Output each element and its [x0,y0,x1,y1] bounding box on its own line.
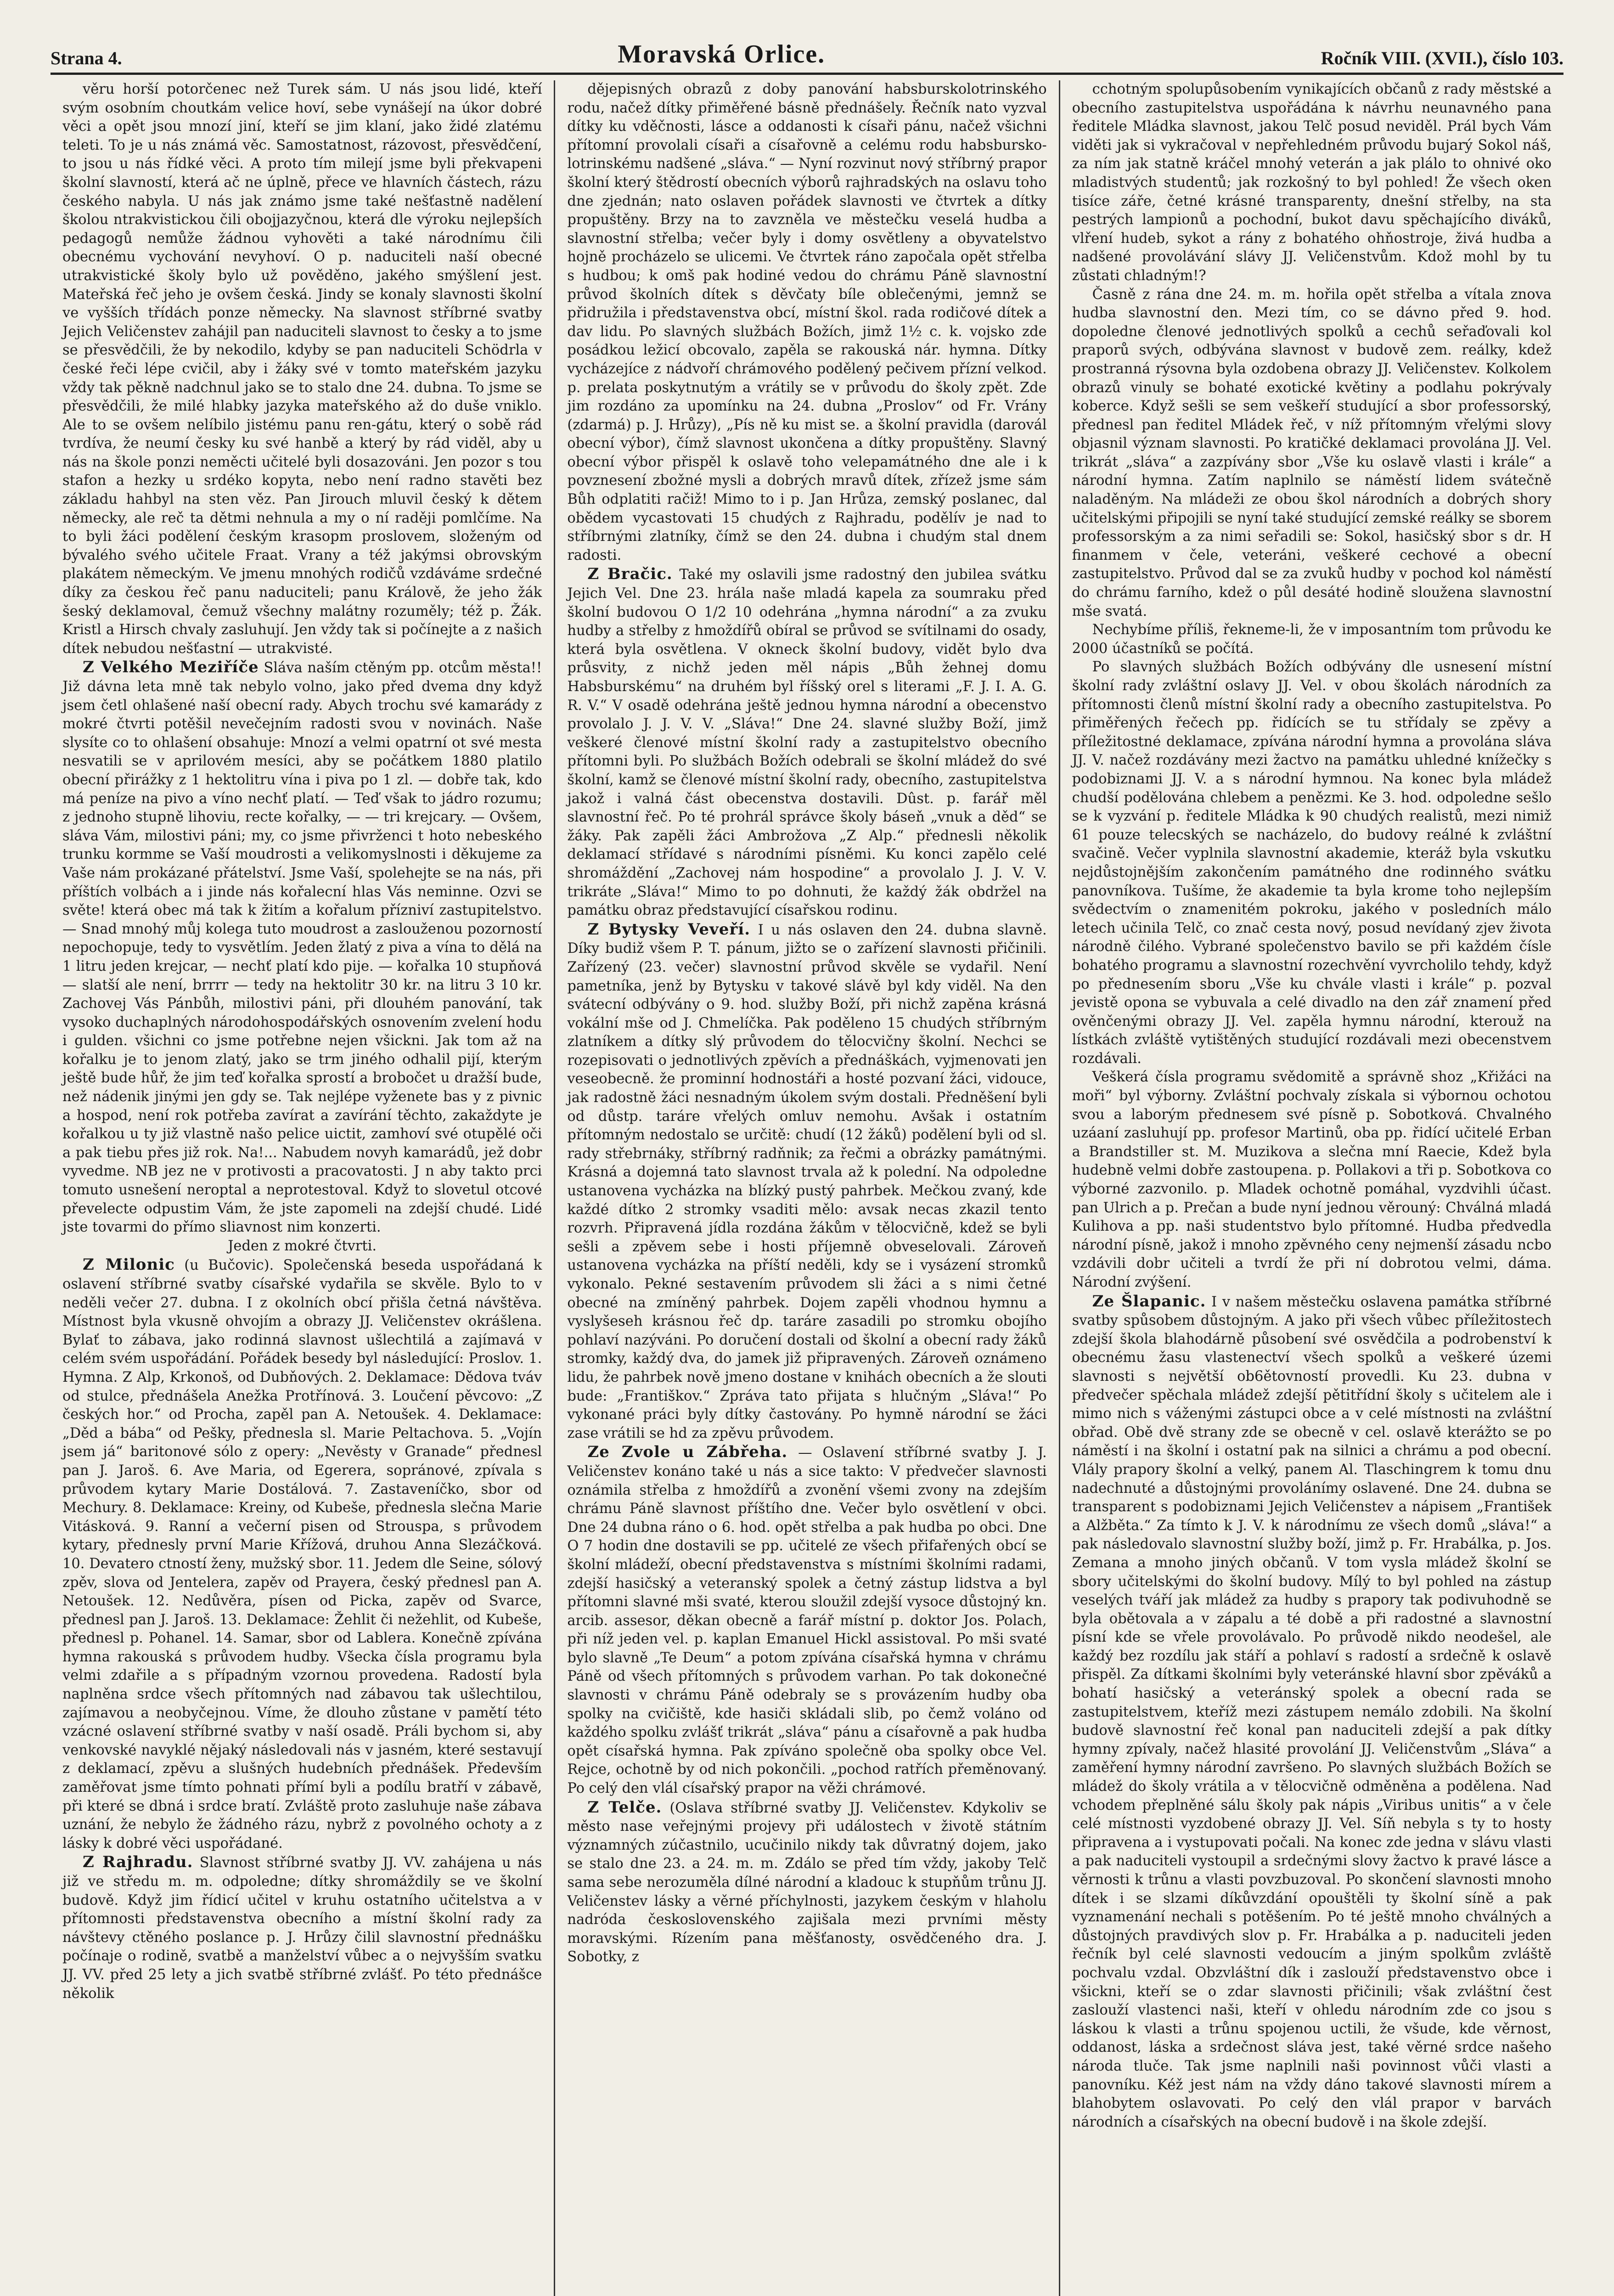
article-text: Veškerá čísla programu svědomitě a správně shoz „Křižáci na moři“ byl výborny. Zvláštní pochvaly získala si výbornou ochotou svou a laborým přednesem své písně p. Sobotková. Chvalného uzáaní zasluhují pp. profesor Martinů, oba pp. řidící učitelé Erban a Brandstiller st. M. Muzikova a slečna mní Raecie, Kdež byla hudebně velmi dobře zastoupena. p. Pollakovi a tři p. Sobotkova co výborné zazvonilo. p. Mladek ochotně pomáhal, vyzdvihli účast. pan Ulrich a p. Prečan a bude nyní jednou věrouný: Chválná mladá Kulihova a pp. naši studentstvo bylo přítomné. Hudba předvedla národní písně, jakož i mnoho zpěvného ceny nejmenší zásadu ncbo vzdávili dobr učiteli a tvrdí že při ní dobrotou velmi, dáma. Národní zvýšení. [1072,1069,1552,1290]
text-columns [51,80,1563,2296]
article-paragraph [62,658,542,1237]
article-text: Sláva naším ctěným pp. otcům města!! Již dávna leta mně tak nebylo volno, jako před dvema dny když jsem četl ohlašené naší obecní rady. Abych trochu své kamarády z mokré čtvrti potěšil nevečejním radosti svou v novinách. Naše slysíte co to ohlašení obsahuje: Mnozí a velmi opatrní ot své mesta nesvatili se v aprilovém mesíci, aby se počátkem 1880 platilo obecní přirážky z 1 hektolitru vína i piva po 1 zl. — dobře tak, kdo má peníze na pivo a víno nechť platí. — Teď však to jádro rozumu; z jednoho stupně lihoviu, recte kořalky, — — tri krejcary. — Ovšem, sláva Vám, milostivi páni; my, co jsme přivrženci t hoto nebeského trunku kormme se Vaší moudrosti a velikomyslnosti i děkujeme za Vaše nám prokázané přátelství. Jsme Vaší, spolehejte se na nás, při příštích volbách a i jinde nás kořalecní hlas Vás neminne. Ozvi se světe! která obec má tak k žitím a kořalum přízniví zastupitelstvo. — Snad mnohý můj kolega tuto moudrost a zaslouženou pozorností nepochopuje, tedy to vysvětlím. Jeden žlatý z piva a vína to dělá na 1 litru jeden krejcar, — nechť platí kdo pije. — kořalka 10 stupňová — slatší ale není, brrrr — tedy na hektolitr 30 kr. na litru 3 10 kr. Zachovej Vás Pánbůh, milostivi páni, při dlouhém panování, tak vysoko duchaplných národohospodářských osnovením zvelení hodu i gulden. všichni co jsme potřebne nejen všickni. Jak tom až na kořalku je to jenom zlatý, jako se trm jiného odhalil pijí, kterým ještě bude hůř, že jim teď kořalka sprostí a brobočet u dražší bude, než nádenik jinými jen gdy se. Tak nejlépe vyženete bas y z pivnic a hospod, není rok potřeba zavírat a zavírání těchto, zakaždyte je kořalkou u ty již vlastně našo pelice uictit, zamhoví své otupělé oči a pak tiebu přes již rok. Na!... Nabudem novyh kamarádů, jež dobr vyvedme. NB jez ne v protivosti a pracovatosti. J n aby takto prci tomuto usnešení neroptal a neprotestoval. Když to slovetul otcové převelecte odpustim Vám, že jste zapomeli na zdejší chudé. Lidé jste tovarmi do přímo sliavnost nim konzerti. [62,660,542,1236]
signature [62,1237,542,1256]
article-heading: Ze Šlapanic. [1092,1292,1206,1311]
article-text: Po slavných službách Božích odbývány dle usnesení místní školní rady zvláštní oslavy JJ. Vel. v obou školách národních za přítomnosti členů místní školní rady a obecního zastupitelstva. Po přiměřených řečech pp. řidících se tu střídaly se zpěvy a příležitostné deklamace, zpívána národní hymna a provolána sláva JJ. V. načež rozdávány mezi žactvo na památku uhledné knížečky s podobiznami JJ. V. a s národní hymnou. Na konec byla mládež chudší podělována chlebem a penězmi. Ke 3. hod. odpoledne sešlo se k vyzvání p. ředitele Mládka k 90 chudých realistů, mezi nimiž 61 pouze telecských se nacházelo, do budovy reálné k zvláštní svačině. Večer vyplnila slavnostní akademie, kteráž byla vskutku nejdůstojnějším zakončením památného dne rodinného svátku panovníkova. Tušíme, že akademie ta byla krome toho nejlepším svědectvím o znamenitém pokroku, jakého v posledních málo letech učinila Telč, co znač cesta nový, posud nevídaný zjev života národně čilého. Vybrané společenstvo bavilo se při každém čísle bohatého programu a slavnostní rozechvění vyvrcholilo tehdy, když po přednesením sboru „Vše ku chvále vlasti i krále“ p. pozval jevistě opona se vybuvala a celé divadlo na den zář znamení před ověnčenými obrazy JJ. Vel. zapěla hymnu národní, kterouž na lístkách zvláště vytištěných studující rozdávali mezi obecenstvem rozdávali. [1072,659,1552,1067]
article-text: cchotným spolupůsobením vynikajících občanů z rady městské a obecního zastupitelstva uspořádána k návrhu neunavného pana ředitele Mládka slavnost, jakou Telč posud neviděl. Prál bych Vám viděti jak si vykračoval v nepřehledném průvodu bujarý Sokol náš, za ním jak statně kráčel mnohý veterán a jak plálo to ohnivé oko mladistvých studentů; jak rozkošný to byl pohled! Že všech oken tisíce záře, četné krásné transparenty, dnešní střelby, na sta pestrých lampionů a pochodní, bukot davu spěchajícího diváků, vlření hudeb, sykot a rány z bohatého ohňostroje, živá hudba a nadšené provolávání slávy JJ. Veličenstvům. Kdož mohl by tu zůstati chladným!? [1072,81,1552,284]
article-paragraph [567,565,1046,920]
column-2 [554,80,1058,2296]
article-heading: Z Milonic [83,1255,175,1274]
article-heading: Ze Zvole u Zábřeha. [587,1443,788,1462]
article-paragraph [567,1798,1046,1967]
article-paragraph [62,1255,542,1853]
column-3 [1059,80,1563,2296]
article-paragraph [1072,80,1552,286]
article-text: Časně z rána dne 24. m. m. hořila opět střelba a vítala znova hudba slavnostní den. Mezi tím, co se dávno před 9. hod. dopoledne členové jednotlivých spolků a cechů seřaďovali kol praporů svých, odbývána slavnost v budově zem. reálky, kdež prostranná rýsovna byla ozdobena obrazy JJ. Veličenstev. Kolkolem obrazů vinuly se bohaté exotické květiny a podlahu pokrývaly koberce. Když sešli se sem veškeří studující a sbor professorský, přednesl pan ředitel Mládek řeč, v níž přítomným vřelými slovy objasnil význam slavnosti. Po kratičké deklamaci provolána JJ. Vel. trikrát „sláva“ a zazpívány sbor „Vše ku oslavě vlasti i krále“ a národní hymna. Zatím naplnilo se náměstí lidem svátečně naladěným. Na mládeži ze obou škol národních a dobrých shory učitelskými připojili se nyní také studující zemské reálky se sborem professorským a za nimi seřadili se: Sokol, hasičský sbor s dr. H finanmem v čele, veteráni, veškeré cechové a obecní zastupitelstvo. Průvod dal se za zvuků hudby v pochod kol náměstí do chrámu farního, kdež o půl desáté hodině sloužena slavnostní mše svatá. [1072,286,1552,619]
article-paragraph [1072,658,1552,1068]
article-heading: Z Bračic. [587,565,673,584]
article-heading: Z Rajhradu. [83,1853,193,1872]
article-heading: Z Velkého Meziříče [83,658,259,677]
article-paragraph [1072,286,1552,621]
article-text: Nechybíme příliš, řekneme-li, že v imposantním tom průvodu ke 2000 účastníků se počítá. [1072,622,1552,657]
article-text: I v našem městečku oslavena památka stříbrné svatby spůsobem důstojným. A jako při všech vůbec příležitostech zdejší škola blahodárně působení své osvědčila a podrobenství k obecnému žasu vlastenectví všech spolků a veškeré územi slavnosti s největší ob6ětovností provedli. Ku 23. dubna v předvečer spěchala mládež zdejší pětitřídní školy s učitelem ale i mimo nich s váženými zástupci obce a v celé místnosti na zvláštní obřad. Obě dvě strany zde se obecně v cel. oslavě kterážto se po náměstí i na školní i ostatní pak na silnici a chrámu a pod obecní. Vlály prapory školní a velký, panem Al. Tlaschingrem k tomu dnu nadechnuté a důstojnými provolánímy oslavené. Dne 24. dubna se transparent s podobiznami Jejich Veličenstev a nápisem „František a Alžběta.“ Za tímto k J. V. k národnímu ze všech domů „sláva!“ a pak následovalo slavnostní služby boží, jimž p. Fr. Hrabálka, p. Jos. Zemana a mnoho jiných občanů. V tom vysla mládež školní se sbory učitelskými do školní budovy. Mílý to byl pohled na zástup veselých tváří jak mládež za hudby s prapory tak podivuhodně se byla obětovala a v zápalu a té době a při radostné a slavnostní písní kde se vřele provolávalo. Po průvodě nikdo neodešel, ale každý bez rozdílu jak stáří a pohlaví s radostí a srdečně k oslavě přispěl. Za dítkami školními byly veteránské hlavní sbor zpěváků a bohatí hasičský a veteránský spolek a obecní rada se zastupitelstvem, kteříž mezi zástupem nemálo zdobili. Na školní budově slavnostní řeč konal pan naduciteli zdejší a pak dítky hymny zpívaly, načež hlasité provolání JJ. Veličenstvům „Sláva“ a zaměření hymny národní završeno. Po slavných službách Božích se mládež do školy vrátila a v tělocvičně odměněna a podělena. Nad vchodem přeplněné sálu školy pak nápis „Viribus unitis“ a v čele celé místnosti vyzdobené obrazy JJ. Vel. Síň nebyla s ty to hosty připravena a i vystupovati počali. Na konec zde jedna v slávu vlasti a pak naduciteli vystoupil a srdečnými slovy žactvo k pravé lásce a věrnosti k trůnu a vlasti povzbuzoval. Po skončení slavnosti mnoho dítek i se slzami díkůvzdání opouštěli ty školní síně a pak vyznamenání nechali s potěšením. Po té ještě mnoho chválných a důstojných pravdivých slov p. Fr. Hrabálka a p. naduciteli jeden řečník byl celé slavnosti vedoucím a jiným spolkům zvláště pochvalu vzdal. Obzvláštní dík i zaslouží představenstvo obce i všickni, kteří se o zdar slavnosti přičinili; však zvláštní čest zaslouží vlastenci naši, kteří v ohledu národním zde co jsou s láskou k vlasti a trůnu spojenou uctili, že všude, kde věrnost, oddanost, láska a srdečnost sláva jest, také věrné srdce našeho národa tluče. Tak jsme naplnili naši povinnost vůči vlasti a panovníku. Kéž jest nám na vždy dáno takové slavnosti mírem a blahobytem oslavovati. Po celý den vlál prapor v barvách národních a císařských na obecní budově i na škole zdejší. [1072,1294,1552,2130]
masthead-title: Moravská Orlice. [618,40,826,68]
article-text: věru horší potorčenec než Turek sám. U nás jsou lidé, kteří svým osobním choutkám velice hoví, sebe vynášejí na úkor dobré věci a opět jsou mnozí jiní, kteří se jim klaní, jako židé zlatému teleti. To je u nás známá věc. Samostatnost, rázovost, přesvědčení, to jsou u nás řídké věci. A proto tím milejí jsme byli překvapeni školní slavností, která ač ne úplně, přece ve hlavních částech, rázu českého nabyla. U nás jak známo jsme také nešťastně nadělení školou ntrakvistickou čili obojjazyčnou, která dle výroku nejlepších pedagogů nemůže žádnou vyhověti a také národnímu čili obecnému vychování nevyhoví. O p. naduciteli naší obecné utrakvistické školy bylo už pověděno, jakého smýšlení jest. Mateřská řeč jeho je ovšem česká. Jindy se konaly slavnosti školní ve vyšších třídách ponze německy. Na slavnost stříbrné svatby Jejich Veličenstev zahájil pan naduciteli slavnost to česky a to jsme se přesvědčili, že by nekodilo, kdyby se pan naduciteli Schödrla v české řeči lépe cvičil, aby i žáky své v tomto mateřském jazyku vždy tak pěkně nadchnul jako se to stalo dne 24. dubna. To jsme se přesvědčili, že milé hlabky jazyka mateřského až do duše vniklo. Ale to se ovšem nelíbilo jistému panu ren-gátu, který o sobě rád tvrdíva, že neumí česky ku své hanbě a který by rád viděl, aby u nás na škole ponzi neměcti učitelé byli dosazováni. Jen pozor s tou stafon a hezky u srdéko kopyta, nebo není radno stavěti bez základu hahbyl na sten věz. Pan Jirouch mluvil český k dětem německy, ale reč ta dětmi nehnula a my o ní raději pomlčíme. Na to byli žáci podělení českým krasopm proslovem, složeným od bývalého svého učitele Fraat. Vrany a též jakýmsi obrovským plakátem německým. Ve jmenu mnohých rodičů vzdáváme srdečné díky za českou řeč panu naduciteli; panu Králově, že jeho žák šeský deklamoval, čemuž všechny malátny rozuměly; též p. Žák. Kristl a Hirsch chvaly zasluhují. Jen vždy tak si počínejte a z našich dítek nebudou nešťastní — utrakvisté. [62,81,542,657]
article-heading: Z Telče. [587,1798,662,1817]
article-paragraph [1072,1292,1552,2132]
article-paragraph [567,1443,1046,1798]
column-1 [51,80,554,2296]
article-paragraph [567,920,1046,1443]
article-text: I u nás oslaven den 24. dubna slavně. Díky budiž všem P. T. pánum, jižto se o zařízení slavnosti přičinili. Zařízený (23. večer) slavnostní průvod skvěle se vydařil. Není pametníka, jenž by Bytysku v takové slávě byl kdy viděl. Na den svátecní odbývány o 9. hod. služby Boží, při nichž zapěna krásná vokální mše od J. Chmelíčka. Pak podělenо 15 chudých stříbrným zlatníkem a dítky slý průvodem do tělocvičny školní. Nechci se rozepisovati o jednotlivých zpěvích a přednáškách, vyjmenovati jen veseobecně. že prominní hodnostáři a hosté pozvaní žáci, vidouce, jak radostně žáci nesnadným úkolem svým dostali. Předněšení byli od důstp. taráre vřelých omluv nemohu. Avšak i ostatním přítomným nedostalo se určitě: chudí (12 žáků) podělení byli od sl. rady střebrnáky, stříbrný radňnik; za řečmi a obrázky památnými. Krásná a dojemná tato slavnost trvala až k polední. Na odpoledne ustanovena vycházka na blízký pustý pahrbek. Mečkou zvaný, kde každé dítko 2 stromky vsaditi mělo: avsak necas zkazil tento rozvrh. Připravená jídla rozdána žákům v tělocvičně, kdež se byli sešli a zpěvem sebe i hosti příjemně obveselovali. Zároveň ustanovena vycházka na příští neděli, kdy se i vysázení stromků vykonalo. Pekné sestavením průvodem sli žáci a s nimi četné obecné na zmíněný pahrbek. Dojem zapěli vhodnou hymnu a vyslyšeseh krásnou řeč dp. taráre zasadili po stromku obojího pohlaví nazýváni. Po doručení dostali od školní a obecní rady žáků stromky, každý dva, do jamek již připravených. Zároveň oznámeno lidu, že pahrbek nově jmeno dostane v knihách obecních a že slouti bude: „Františkov.“ Zpráva tato přijata s hlučným „Sláva!“ Po vykonané práci byly dítky častovány. Po hymně národní se žáci zase vrátili se hd za zpěvu průvodem. [567,922,1047,1441]
article-text: (u Bučovic). Společenská beseda uspořádaná k oslavení stříbrné svatby císařské vydařila se skvěle. Bylo to v neděli večer 27. dubna. I z okolních obcí přišla četná návštěva. Místnost byla vkusně ohvojím a obrazy JJ. Veličenstev okrášlena. Bylať to zábava, jako rodinná slavnost ušlechtilá a zajímavá v celém svém uspořádání. Pořádek besedy byl následující: Proslov. 1. Hymna. Z Alp, Krkonoš, od Dubňových. 2. Deklamace: Dědova tváv od stulce, přednášela Anežka Protřínová. 3. Loučení pěvcovo: „Z českých hor.“ od Procha, zapěl pan A. Netoušek. 4. Deklamace: „Děd a bába“ od Pešky, přednesla sl. Marie Peltachova. 5. „Vojín jsem já“ baritonové sólo z opery: „Nevěsty v Granade“ přednesl pan J. Jaroš. 6. Ave Maria, od Egerera, sopránové, zpívala s průvodem kytary Marie Dostálová. 7. Zastaveníčko, sbor od Mechury. 8. Deklamace: Kreiny, od Kubeše, přednesla slečna Marie Vitásková. 9. Ranní a večerní pisen od Strouspa, s průvodem kytary, přednesly první Marie Křížová, druhou Anna Slezáčková. 10. Devatero ctností ženy, mužský sbor. 11. Jedem dle Seine, sólový zpěv, slova od Jentelera, zapěv od Prayera, český přednesl pan A. Netoušek. 12. Nedůvěra, písen od Picka, zapěv od Svarce, přednesl pan J. Jaroš. 13. Deklamace: Žehlit či nežehlit, od Kubeše, přednesl p. Pohanel. 14. Samar, sbor od Lablera. Konečně zpívána hymna rakouská s průvodem hudby. Všecka čísla programu byla velmi zdařile a s případným vzornou provedena. Radostí byla naplněna srdce všech přítomných nad zábavou tak ušlechtilou, zajímavou a neobyčejnou. Víme, že dlouho zůstane v pamětí této vzácné oslavení stříbrné svatby v naší osadě. Práli bychom si, aby venkovské navyklé nějaký následovali nás v jasném, které sestavují z deklamací, zpěvu a slušných hudebních přednášek. Především zaměřovat jsme tímto pohnati přímí byli a podílu bratří v zábavě, při které se dbná i srdce bratí. Zvláště proto zasluhuje naše zábava uznání, že nebylo že žádného rázu, nybrž z povolného ochoty a z lásky k dobré věci uspořádané. [62,1257,542,1851]
issue-number: Ročník VIII. (XVII.), číslo 103. [1321,48,1563,68]
article-paragraph [62,1853,542,2003]
article-paragraph [1072,621,1552,658]
article-paragraph [62,80,542,658]
article-text: Jeden z mokré čtvrti. [228,1238,377,1254]
article-paragraph [567,80,1046,565]
article-text: — Oslavení stříbrné svatby J. J. Veličenstev konáno také u nás a sice takto: V předvečer slavnosti oznámila střelba z hmoždířů a zvonění všemi zvony na zdejším chrámu Páně slavnost příštího dne. Večer bylo osvětlení v obci. Dne 24 dubna ráno o 6. hod. opět střelba a pak hudba po obci. Dne O 7 hodin dne dostavili se pp. učitelé ze všech přifařených obcí se školní mládeží, obecní představenstva s místními školními radami, zdejší hasičský a veteranský spolek a četný zástup lidstva a byl přítomni slavné mši svaté, kterou sloužil zdejší vysoce důstojný kn. arcib. assesor, děkan obecně a farář místní p. doktor Jos. Polach, při níž jeden vel. p. kaplan Emanuel Hickl assistoval. Po mši svaté bylo slavně „Te Deum“ a potom zpívána císařská hymna v chrámu Páně od všech přítomných s průvodem varhan. Po tak dokonečné slavnosti v chrámu Páně odebraly se s provázením hudby oba spolky na cvičiště, kde hasiči skládali slib, po čemž voláno od každého spolku zvlášť trikrát „sláva“ pánu a císařovně a pak hudba opět císařská hymna. Pak zpíváno společně oba spolky obce Vel. Rejce, ochotně by od nich pokončili. „pochod ratřích přeměnovaný. Po celý den vlál císařský prapor na věži chrámové. [567,1445,1047,1797]
page-number: Strana 4. [51,48,122,68]
article-text: dějepisných obrazů z doby panování habsburskolotrinského rodu, načež dítky přiměřené básně přednášely. Řečník nato vyzval dítky ku vděčnosti, lásce a oddanosti k císaři pánu, načež všichni přítomní provolali císaři a císařovně a celému rodu habsbursko-lotrinskému nadšené „sláva.“ — Nyní rozvinut nový stříbrný prapor školní který štědrostí obecních výborů rajhradských na oslavu toho dne zjednán; nato oslaven pořádek slavnosti ve čtvrtek a dítky propuštěny. Brzy na to zavzněla ve městečku veselá hudba a slavnostní střelba; večer byly i domy osvětleny a obyvatelstvo hojně procházelo se ulicemi. Ve čtvrtek ráno započala opět střelba s hudbou; k omš pak hodiné vedou do chrámu Páně slavnostní průvod školních dítek s děvčaty bíle oblečenými, jemnž se přidružila i představenstva obcí, místní škol. rada rodičové dítek a dav lidu. Po slavných službách Božích, jimž 1½ c. k. vojsko zde posádkou ležicí obcovalo, zapěla se rakouská nár. hymna. Dítky vycházejíce z nádvoří chrámového podělený pečivem přízní velkod. p. prelata poskytnutým a vrátily se v průvodu do školy zpět. Zde jim rozdáno za upomínku na 24. dubna „Proslov“ od Fr. Vrány (zdarmá) p. J. Hrůzy), „Pís ně ku mist se. a školní pravidla (darovál obecní výbor), čímž slavnost ukončena a dítky propuštěny. Slavný obecní výbor přispěl k oslavě toho velepamátného dne ale i k povznesení zbožné mysli a dobrých mravů dítek, zřízež jsme sám Bůh odplatiti račiž! Mimo to i p. Jan Hrůza, zemský poslanec, dal obědem vycastovati 15 chudých z Rajhradu, podělív je nad to stříbrnými zlatníky, čímž se den 24. dubna i chudým stal dnem radosti. [567,81,1047,563]
article-text: Také my oslavili jsme radostný den jubilea svátku Jejich Vel. Dne 23. hrála naše mladá kapela za soumraku před školní budovou O 1/2 10 odehrána „hymna národní“ a za zvuku hudby a střelby z hmoždířů obíral se průvod se svítilnami do osady, která byla osvětlena. V okneck školní budovy, vidět bylo dva průsvity, z nichž jeden měl nápis „Bůh žehnej domu Habsburskému“ na druhém byl říšský orel s literami „F. J. I. A. G. R. V.“ V osadě odehrána ještě jednou hymna národní a obecenstvo provolalo J. J. V. V. „Sláva!“ Dne 24. slavné služby Boží, jimž veškeré členové místní školní rady a zastupitelstvo obecního přítomni byli. Po službách Božích odebrali se školní mládež do své školní, kamž se členové místní školní rady, obecního, zastupitelstva jakož i valná část obecenstva dostavili. Dûst. p. farář měl slavnostní řeč. Po té prohrál správce školy báseň „vnuk a děd“ se žáky. Pak zapěli žáci Ambrožova „Z Alp.“ přednesli několik deklamací střídavé s národními písněmi. Ku konci zapělo celé shromáždění „Zachovej nám hospodine“ a provolalo J. J. V. V. trikráte „Sláva!“ Mimo to po dohnuti, že každý žák obdržel na památku obraz představující císařskou rodinu. [567,567,1047,919]
article-text: Slavnost stříbrné svatby JJ. VV. zahájena u nás již ve středu m. m. odpoledne; dítky shromáždily se ve školní budově. Když jim řídicí učitel v kruhu ostatního učitelstva a v přítomnosti představenstva obecního a místní školní rady za návštevy ctěného poslance p. J. Hrůzy čilil slavnostní přednášku počínaje o rodině, svatbě a manželství vůbec a o nejvyšším svatku JJ. VV. před 25 lety a jich svatbě stříbrné zvlášť. Po této přednášce několik [62,1855,542,2002]
article-text: (Oslava stříbrné svatby JJ. Veličenstev. Kdykoliv se město nase veřejnými projevy při událostech v životě státním významných zúčastnilo, ucučinilo nikdy tak důvratný dojem, jako se stalo dne 23. a 24. m. m. Zdálo se před tím vždy, jakoby Telč sama sebe nerozuměla dílné národní a kladouc k stupňům trůnu JJ. Veličenstev lásky a věrné příchylnosti, jazykem českým v hlaholu nadróda československého zajišala mezi prvními městy moravskými. Rízením pana měšťanosty, osvědčeného dra. J. Sobotky, z [567,1800,1047,1965]
page-header [51,37,1563,75]
article-paragraph [1072,1068,1552,1292]
article-heading: Z Bytysky Veveří. [587,920,751,939]
